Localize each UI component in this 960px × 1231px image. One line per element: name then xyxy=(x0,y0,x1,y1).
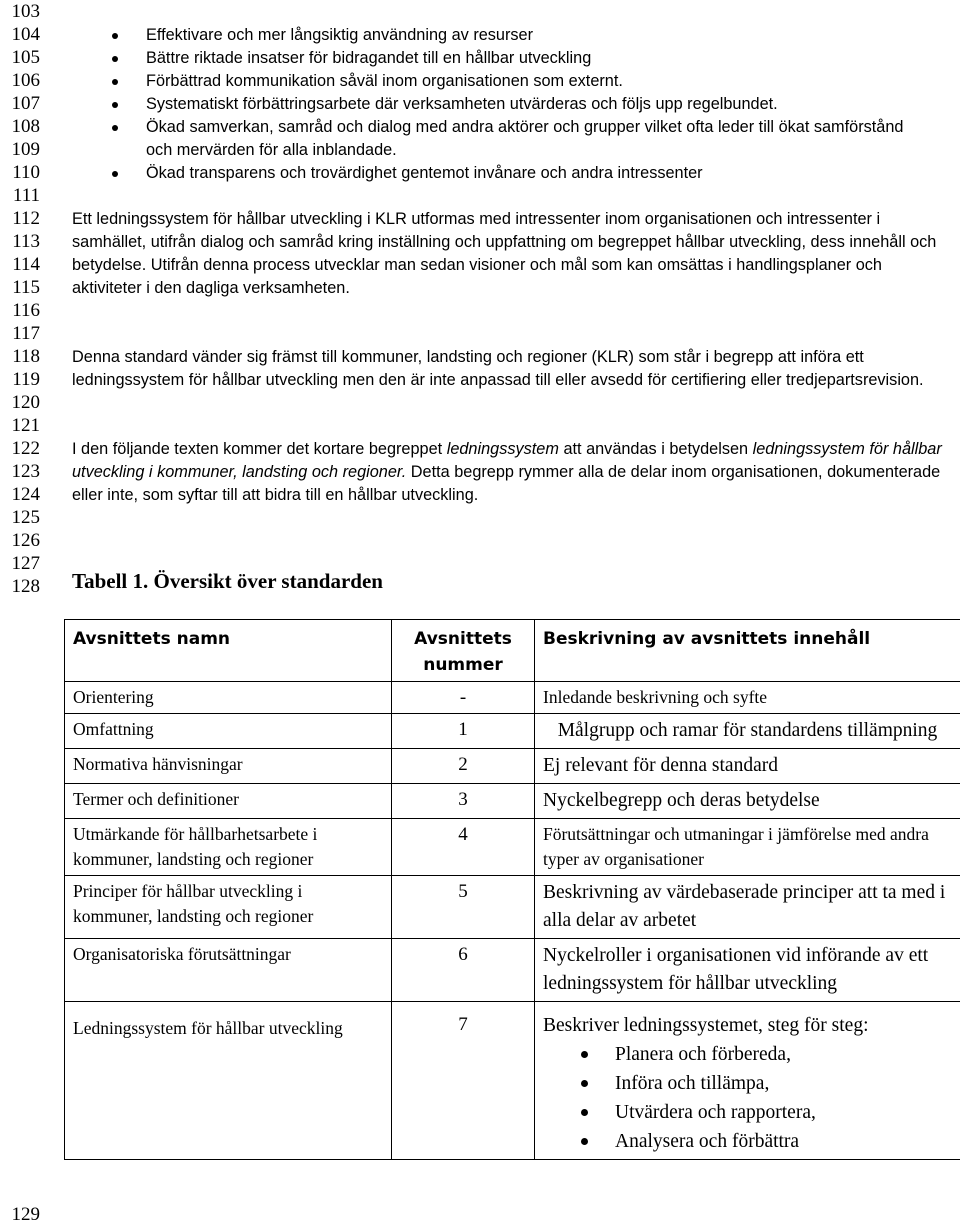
line-number: 123 xyxy=(11,461,40,482)
section-description: Nyckelbegrepp och deras betydelse xyxy=(535,784,960,819)
line-number: 121 xyxy=(11,415,40,436)
section-name: Utmärkande för hållbarhetsarbete i kommuner, landsting och regioner xyxy=(65,819,392,876)
overview-table xyxy=(64,619,960,1160)
bullet-icon xyxy=(112,33,118,39)
paragraph xyxy=(72,438,944,507)
line-number: 129 xyxy=(11,1204,40,1225)
line-number: 113 xyxy=(12,231,40,252)
line-number: 104 xyxy=(11,24,40,45)
section-number: 5 xyxy=(392,876,535,939)
bullet-icon xyxy=(112,56,118,62)
line-number: 125 xyxy=(11,507,40,528)
bullet-text: Ökad samverkan, samråd och dialog med andra aktörer och grupper vilket ofta leder till ökat samförstånd och mervärden för alla inblandade. xyxy=(146,118,904,159)
bullet-item xyxy=(146,116,932,162)
section-number: 2 xyxy=(392,749,535,784)
paragraph-text: att användas i betydelsen xyxy=(558,440,753,458)
line-number: 110 xyxy=(12,162,40,183)
table-row xyxy=(65,939,960,1002)
section-name: Ledningssystem för hållbar utveckling xyxy=(65,1002,392,1160)
bullet-text: Bättre riktade insatser för bidragandet till en hållbar utveckling xyxy=(146,49,592,67)
table-row xyxy=(65,749,960,784)
step-text: Planera och förbereda, xyxy=(615,1044,791,1065)
bullet-text: Systematiskt förbättringsarbete där verksamheten utvärderas och följs upp regelbundet. xyxy=(146,95,778,113)
section-description: Ej relevant för denna standard xyxy=(535,749,960,784)
step-item xyxy=(615,1127,952,1156)
step-item xyxy=(615,1069,952,1098)
bullet-item xyxy=(146,47,932,70)
line-number: 128 xyxy=(11,576,40,597)
line-number: 119 xyxy=(12,369,40,390)
line-number: 120 xyxy=(11,392,40,413)
line-number: 118 xyxy=(12,346,40,367)
line-number: 114 xyxy=(12,254,40,275)
section-description: Målgrupp och ramar för standardens tillämpning xyxy=(535,714,960,749)
bullet-icon xyxy=(112,79,118,85)
line-number: 107 xyxy=(11,93,40,114)
paragraph: Denna standard vänder sig främst till kommuner, landsting och regioner (KLR) som står i begrepp att införa ett ledningssystem för hållbar utveckling men den är inte anpassad till eller avsedd för certifiering eller tredjepartsrevision. xyxy=(72,348,924,389)
line-number: 124 xyxy=(11,484,40,505)
line-number: 106 xyxy=(11,70,40,91)
step-text: Analysera och förbättra xyxy=(615,1131,800,1152)
section-description: Nyckelroller i organisationen vid införande av ett ledningssystem för hållbar utveckling xyxy=(535,939,960,1002)
column-header-name: Avsnittets namn xyxy=(65,620,392,682)
line-number: 108 xyxy=(11,116,40,137)
bullet-item xyxy=(146,70,932,93)
paragraph-text: Detta begrepp rymmer alla de delar inom organisationen, dokumenterade eller inte, som syftar till att bidra till en hållbar utveckling. xyxy=(72,463,941,504)
table-row xyxy=(65,784,960,819)
table-row xyxy=(65,876,960,939)
section-description-text: Beskriver ledningssystemet, steg för steg: xyxy=(543,1015,869,1036)
paragraph: Ett ledningssystem för hållbar utveckling i KLR utformas med intressenter inom organisationen och intressenter i samhället, utifrån dialog och samråd kring inställning och uppfattning om begreppet hållbar utveckling, dess innehåll och betydelse. Utifrån denna process utvecklar man sedan visioner och mål som kan omsättas i handlingsplaner och aktiviteter i den dagliga verksamheten. xyxy=(72,210,937,297)
section-description: Beskrivning av värdebaserade principer att ta med i alla delar av arbetet xyxy=(535,876,960,939)
section-description: Förutsättningar och utmaningar i jämförelse med andra typer av organisationer xyxy=(535,819,960,876)
line-number: 126 xyxy=(11,530,40,551)
section-name: Omfattning xyxy=(65,714,392,749)
bullet-icon xyxy=(581,1109,588,1116)
bullet-text: Förbättrad kommunikation såväl inom organisationen som externt. xyxy=(146,72,623,90)
section-name: Termer och definitioner xyxy=(65,784,392,819)
line-number: 127 xyxy=(11,553,40,574)
section-description: Inledande beskrivning och syfte xyxy=(535,682,960,714)
bullet-icon xyxy=(581,1051,588,1058)
line-number: 122 xyxy=(11,438,40,459)
section-number: 3 xyxy=(392,784,535,819)
table-title: Tabell 1. Översikt över standarden xyxy=(72,569,383,593)
bullet-icon xyxy=(112,102,118,108)
bullet-icon xyxy=(581,1080,588,1087)
column-header-description: Beskrivning av avsnittets innehåll xyxy=(535,620,960,682)
bullet-icon xyxy=(581,1138,588,1145)
line-number: 109 xyxy=(11,139,40,160)
step-item xyxy=(615,1098,952,1127)
step-text: Införa och tillämpa, xyxy=(615,1073,770,1094)
table-row xyxy=(65,682,960,714)
section-number: - xyxy=(392,682,535,714)
table-header-row xyxy=(65,620,960,682)
section-number: 6 xyxy=(392,939,535,1002)
paragraph-term: ledningssystem xyxy=(446,440,559,458)
section-name: Organisatoriska förutsättningar xyxy=(65,939,392,1002)
bullet-icon xyxy=(112,125,118,131)
table-row xyxy=(65,1002,960,1160)
bullet-item xyxy=(146,93,932,116)
paragraph-term: ledningssystem för hållbar utveckling i kommuner, landsting och regioner. xyxy=(72,440,942,481)
line-number: 117 xyxy=(12,323,40,344)
line-number: 116 xyxy=(12,300,40,321)
section-name: Orientering xyxy=(65,682,392,714)
section-description xyxy=(535,1002,960,1160)
section-name: Principer för hållbar utveckling i kommuner, landsting och regioner xyxy=(65,876,392,939)
line-number: 115 xyxy=(12,277,40,298)
steps-list xyxy=(543,1040,952,1156)
bullet-text: Effektivare och mer långsiktig användning av resurser xyxy=(146,26,534,44)
bullet-icon xyxy=(112,171,118,177)
line-number: 112 xyxy=(12,208,40,229)
section-number: 4 xyxy=(392,819,535,876)
line-number: 111 xyxy=(12,185,40,206)
paragraph-text: I den följande texten kommer det kortare begreppet xyxy=(72,440,447,458)
table-row xyxy=(65,819,960,876)
column-header-number: Avsnittets nummer xyxy=(392,620,535,682)
bullet-item xyxy=(146,24,932,47)
line-number: 105 xyxy=(11,47,40,68)
section-number: 7 xyxy=(392,1002,535,1160)
line-number: 103 xyxy=(11,1,40,22)
bullet-text: Ökad transparens och trovärdighet gentemot invånare och andra intressenter xyxy=(146,164,703,182)
step-item xyxy=(615,1040,952,1069)
section-number: 1 xyxy=(392,714,535,749)
table-row xyxy=(65,714,960,749)
step-text: Utvärdera och rapportera, xyxy=(615,1102,816,1123)
section-name: Normativa hänvisningar xyxy=(65,749,392,784)
bullet-item xyxy=(146,162,932,185)
